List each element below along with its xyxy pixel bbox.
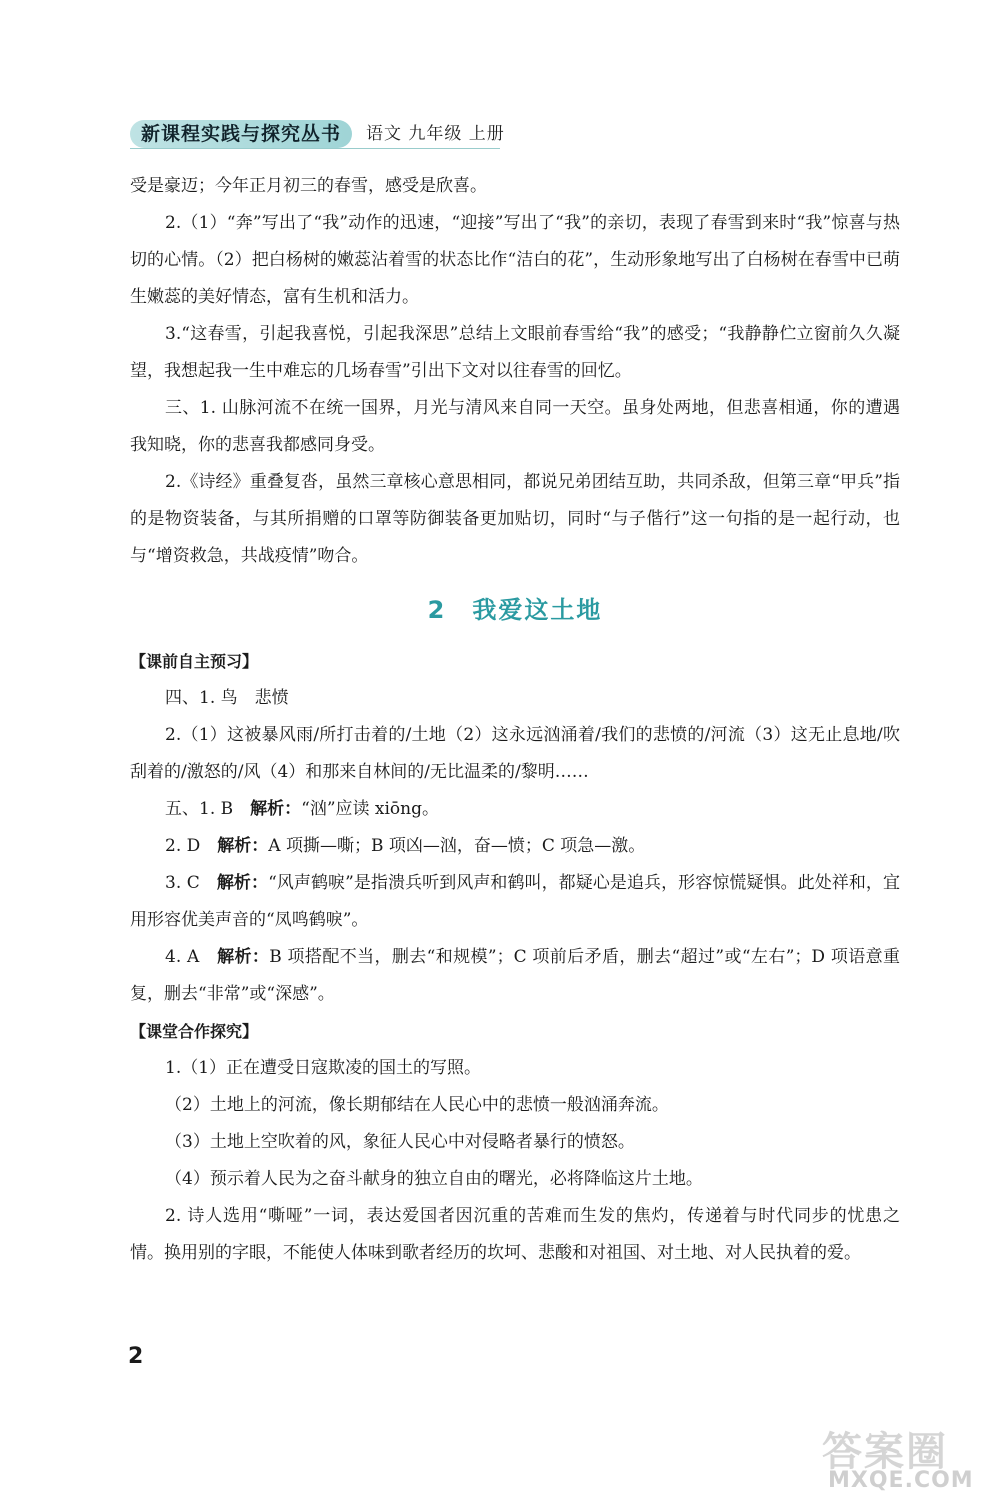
section-number: 2 [427, 596, 447, 624]
page-content [130, 168, 900, 1272]
paragraph: 3.“这春雪，引起我喜悦，引起我深思”总结上文眼前春雪给“我”的感受；“我静静伫立窗前久久凝望，我想起我一生中难忘的几场春雪”引出下文对以往春雪的回忆。 [130, 324, 900, 381]
explore-item: 2. 诗人选用“嘶哑”一词，表达爱国者因沉重的苦难而生发的焦灼，传递着与时代同步的忧患之情。换用别的字眼，不能使人体味到歌者经历的坎坷、悲酸和对祖国、对土地、对人民执着的爱。 [130, 1206, 900, 1263]
explore-item: （3）土地上空吹着的风，象征人民心中对侵略者暴行的愤怒。 [165, 1132, 635, 1152]
series-badge: 新课程实践与探究丛书 [130, 120, 352, 148]
watermark [820, 1420, 990, 1500]
preview-item: 四、1. 鸟 悲愤 [165, 688, 289, 708]
analysis-text: A 项撕—嘶；B 项凶—汹，奋—愤；C 项急—激。 [268, 836, 646, 856]
analysis-text: “汹”应读 xiōng。 [301, 799, 440, 819]
section-title [130, 590, 900, 625]
preview-tag: 【课前自主预习】 [130, 652, 259, 671]
page-number: 2 [128, 1344, 144, 1369]
watermark-logo: 答案圈 [822, 1429, 948, 1475]
answer-prefix: 2. D [165, 836, 218, 856]
analysis-label: 解析： [250, 799, 302, 819]
explore-tag: 【课堂合作探究】 [130, 1022, 259, 1041]
analysis-label: 解析： [216, 873, 269, 893]
watermark-site: MXQE.COM [828, 1468, 974, 1493]
paragraph: 受是豪迈；今年正月初三的春雪，感受是欣喜。 [130, 176, 487, 196]
subject-label: 语文 九年级 上册 [366, 124, 505, 144]
answer-item [130, 865, 900, 939]
answer-prefix: 3. C [165, 873, 217, 893]
answer-prefix: 4. A [165, 947, 218, 967]
answer-item [130, 939, 900, 1013]
answer-prefix: 五、1. B [165, 799, 251, 819]
analysis-text: “风声鹤唳”是指溃兵听到风声和鹤叫，都疑心是追兵，形容惊慌疑惧。此处祥和，宜用形容优美声音的“凤鸣鹤唳”。 [130, 873, 900, 930]
answer-item [130, 828, 900, 865]
answer-item [130, 791, 900, 828]
explore-item: （4）预示着人民为之奋斗献身的独立自由的曙光，必将降临这片土地。 [165, 1169, 703, 1189]
paragraph: 2.（1）“奔”写出了“我”动作的迅速，“迎接”写出了“我”的亲切，表现了春雪到来时“我”惊喜与热切的心情。（2）把白杨树的嫩蕊沾着雪的状态比作“洁白的花”，生动形象地写出了白杨树在春雪中已萌生嫩蕊的美好情态，富有生机和活力。 [130, 213, 900, 307]
analysis-text: B 项搭配不当，删去“和规模”；C 项前后矛盾，删去“超过”或“左右”；D 项语意重复，删去“非常”或“深感”。 [130, 947, 900, 1004]
analysis-label: 解析： [217, 836, 269, 856]
paragraph: 三、1. 山脉河流不在统一国界，月光与清风来自同一天空。虽身处两地，但悲喜相通，你的遭遇我知晓，你的悲喜我都感同身受。 [130, 398, 900, 455]
preview-item: 2.（1）这被暴风雨/所打击着的/土地（2）这永远汹涌着/我们的悲愤的/河流（3）这无止息地/吹刮着的/激怒的/风（4）和那来自林间的/无比温柔的/黎明…… [130, 725, 900, 782]
section-title-text: 我爱这土地 [472, 596, 603, 624]
page-header [130, 116, 510, 156]
header-rule [130, 148, 500, 149]
explore-item: （2）土地上的河流，像长期郁结在人民心中的悲愤一般汹涌奔流。 [165, 1095, 669, 1115]
paragraph: 2.《诗经》重叠复沓，虽然三章核心意思相同，都说兄弟团结互助，共同杀敌，但第三章“甲兵”指的是物资装备，与其所捐赠的口罩等防御装备更加贴切，同时“与子偕行”这一句指的是一起行动，也与“增资救急，共战疫情”吻合。 [130, 472, 900, 566]
analysis-label: 解析： [217, 947, 270, 967]
explore-item: 1.（1）正在遭受日寇欺凌的国土的写照。 [165, 1058, 482, 1078]
